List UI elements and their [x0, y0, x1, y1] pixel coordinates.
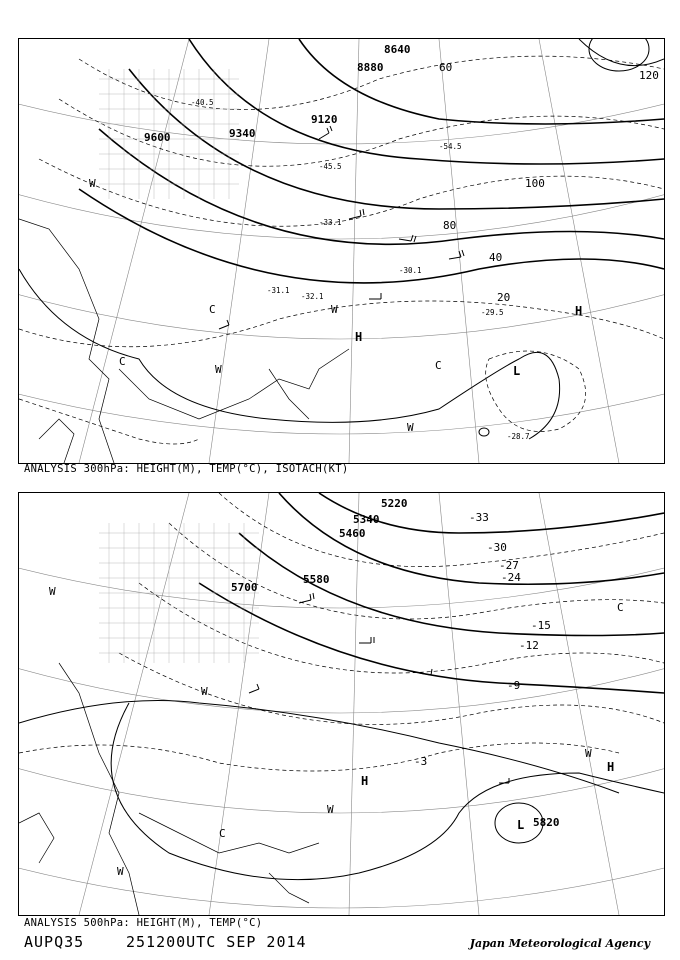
temperature-label: -32.1 [301, 292, 324, 301]
warm-symbol: W [585, 747, 592, 760]
height-label: 9600 [144, 131, 171, 144]
temperature-label: -30.1 [399, 266, 422, 275]
cold-symbol: C [119, 355, 126, 368]
low-symbol: L [517, 818, 525, 832]
height-label: 5580 [303, 573, 330, 586]
temperature-label: -30 [487, 541, 507, 554]
valid-time: 251200UTC SEP 2014 [126, 933, 307, 951]
temperature-label: -27 [499, 559, 519, 572]
high-symbol: H [607, 760, 615, 774]
height-label: 9120 [311, 113, 338, 126]
height-label: 5220 [381, 497, 408, 510]
height-label: 5700 [231, 581, 258, 594]
high-symbol: H [575, 304, 583, 318]
height-label: 9340 [229, 127, 256, 140]
height-contours [79, 39, 664, 283]
warm-symbol: W [201, 685, 208, 698]
warm-symbol: W [117, 865, 124, 878]
low-symbol: L [513, 364, 521, 378]
temperature-label: -40.5 [191, 98, 214, 107]
height-label: 5340 [353, 513, 380, 526]
panel-caption-300hpa: ANALYSIS 300hPa: HEIGHT(M), TEMP(°C), ISOTACH(KT) [24, 463, 349, 475]
pressure-symbols [361, 760, 614, 832]
temperature-label: -45.5 [319, 162, 342, 171]
temperature-symbols [89, 177, 442, 434]
height-label: 8640 [384, 43, 411, 56]
wind-barbs [219, 126, 464, 329]
temperature-labels [414, 511, 551, 768]
cold-symbol: C [435, 359, 442, 372]
graticule [19, 493, 664, 915]
warm-symbol: W [215, 363, 222, 376]
isotach-label: 100 [525, 177, 545, 190]
high-symbol: H [361, 774, 369, 788]
height-label: 8880 [357, 61, 384, 74]
panel-caption-500hpa: ANALYSIS 500hPa: HEIGHT(M), TEMP(°C) [24, 917, 263, 929]
cold-symbol: C [209, 303, 216, 316]
height-label: 5460 [339, 527, 366, 540]
map-500hpa-canvas [19, 493, 664, 915]
pressure-symbols [355, 304, 582, 378]
cold-symbol: C [617, 601, 624, 614]
height-labels [231, 497, 560, 829]
temperature-label: -29.5 [481, 308, 504, 317]
isotach-label: 40 [489, 251, 503, 264]
isotach-label: 20 [497, 291, 511, 304]
isotach-labels [439, 61, 659, 304]
warm-symbol: W [89, 177, 96, 190]
graticule [19, 39, 664, 463]
temperature-label: -12 [519, 639, 539, 652]
warm-symbol: W [327, 803, 334, 816]
chart-id: AUPQ35 [24, 933, 85, 951]
temperature-label: -31.1 [267, 286, 290, 295]
warm-symbol: W [49, 585, 56, 598]
temperature-label: -54.5 [439, 142, 462, 151]
wind-barbs [249, 593, 509, 783]
warm-symbol: W [331, 303, 338, 316]
cold-symbol: C [219, 827, 226, 840]
high-symbol: H [355, 330, 363, 344]
temperature-label: -33 [469, 511, 489, 524]
temperature-label: -9 [507, 679, 521, 692]
temperature-label: -28.7 [507, 432, 530, 441]
isotach-label: 80 [443, 219, 457, 232]
height-contours [199, 493, 664, 693]
temperature-label: -3 [414, 755, 428, 768]
temperature-label: -24 [501, 571, 521, 584]
map-300hpa [18, 38, 665, 464]
isotherms [19, 56, 664, 444]
temperature-label: -33.1 [319, 218, 342, 227]
height-label: 5820 [533, 816, 560, 829]
agency-name: Japan Meteorological Agency [469, 937, 650, 950]
warm-symbol: W [407, 421, 414, 434]
temperature-label: -15 [531, 619, 551, 632]
height-contours-outer [19, 701, 664, 880]
coastline [19, 219, 349, 463]
map-300hpa-canvas [19, 39, 664, 463]
isotach-label: 60 [439, 61, 453, 74]
map-500hpa [18, 492, 665, 916]
isotach-label: 120 [639, 69, 659, 82]
